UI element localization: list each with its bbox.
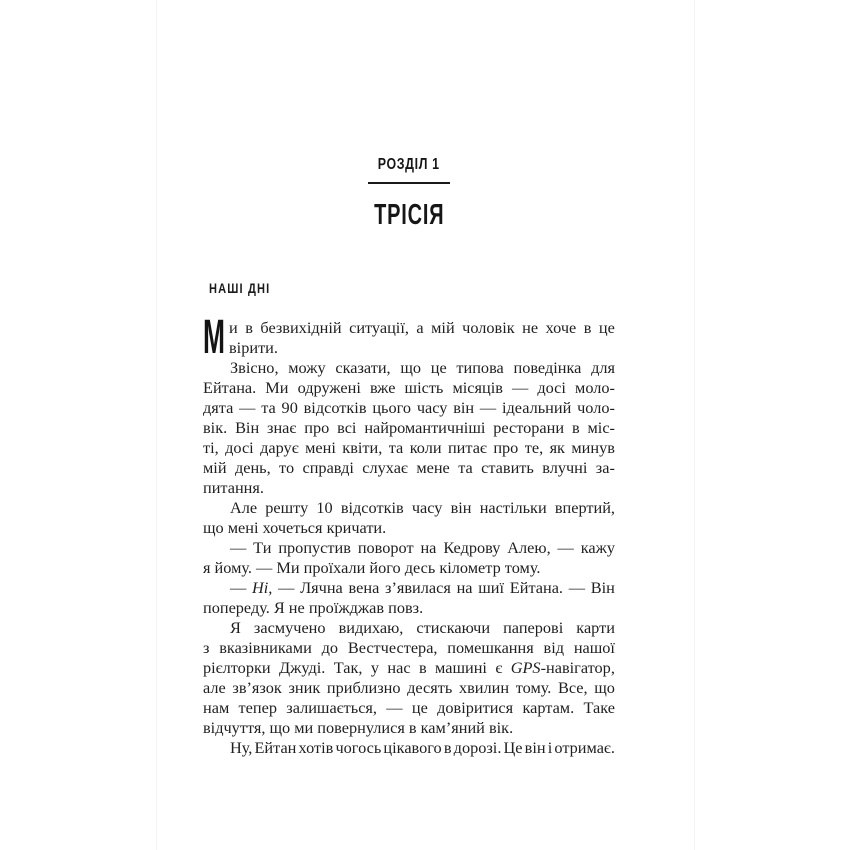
text-line: Я засмучено видихаю, стискаючи паперові карти bbox=[230, 618, 615, 637]
text-line: дята — та 90 відсотків цього часу він — ідеальний чоло- bbox=[203, 398, 615, 417]
text-line: Ейтана. Ми одружені вже шість місяців — досі моло- bbox=[203, 378, 615, 397]
text-line: Але решту 10 відсотків часу він настільки впертий, bbox=[230, 498, 615, 517]
text-line: попереду. Я не проїжджав повз. bbox=[203, 598, 424, 617]
page-edge-left bbox=[156, 0, 157, 850]
page-edge-right bbox=[694, 0, 695, 850]
text-line: я йому. — Ми проїхали його десь кілометр тому. bbox=[203, 558, 541, 577]
text-line: вік. Він знає про всі найромантичніші ресторани в міс- bbox=[203, 418, 615, 437]
chapter-label bbox=[203, 156, 615, 174]
section-label-text: НАШІ ДНІ bbox=[209, 281, 271, 296]
chapter-rule bbox=[368, 182, 450, 184]
text-line: питання. bbox=[203, 478, 264, 497]
text-line: — Ні, — Лячна вена з’явилася на шиї Ейтана. — Він bbox=[230, 578, 615, 597]
section-label bbox=[209, 281, 284, 296]
text-line: з вказівниками до Вестчестера, помешкання від нашої bbox=[203, 638, 615, 657]
text-line: и в безвихідній ситуації, а мій чоловік не хоче в це bbox=[229, 318, 615, 337]
chapter-title-text: ТРІСІЯ bbox=[373, 199, 445, 231]
text-line: мій день, то справді слухає мене та ставить влучні за- bbox=[203, 458, 615, 477]
text-line: нам тепер залишається, — це довіритися картам. Таке bbox=[203, 698, 615, 717]
text-line: Звісно, можу сказати, що це типова поведінка для bbox=[230, 358, 615, 377]
body-text bbox=[203, 318, 615, 758]
text-line: вірити. bbox=[229, 338, 278, 357]
chapter-title bbox=[203, 199, 615, 232]
text-line: рієлторки Джуді. Так, у нас в машині є GPS-навігатор, bbox=[203, 658, 615, 677]
chapter-label-text: РОЗДІЛ 1 bbox=[378, 156, 440, 173]
text-line: Ну, Ейтан хотів чогось цікавого в дорозі. Це він і отримає. bbox=[230, 738, 615, 757]
text-line: ті, досі дарує мені квіти, та коли питає про те, як минув bbox=[203, 438, 615, 457]
text-line: відчуття, що ми повернулися в кам’яний вік. bbox=[203, 718, 514, 737]
text-line: — Ти пропустив поворот на Кедрову Алею, — кажу bbox=[230, 538, 615, 557]
drop-cap: М bbox=[203, 311, 225, 364]
text-line: але зв’язок зник приблизно десять хвилин тому. Все, що bbox=[203, 678, 615, 697]
text-line: що мені хочеться кричати. bbox=[203, 518, 387, 537]
